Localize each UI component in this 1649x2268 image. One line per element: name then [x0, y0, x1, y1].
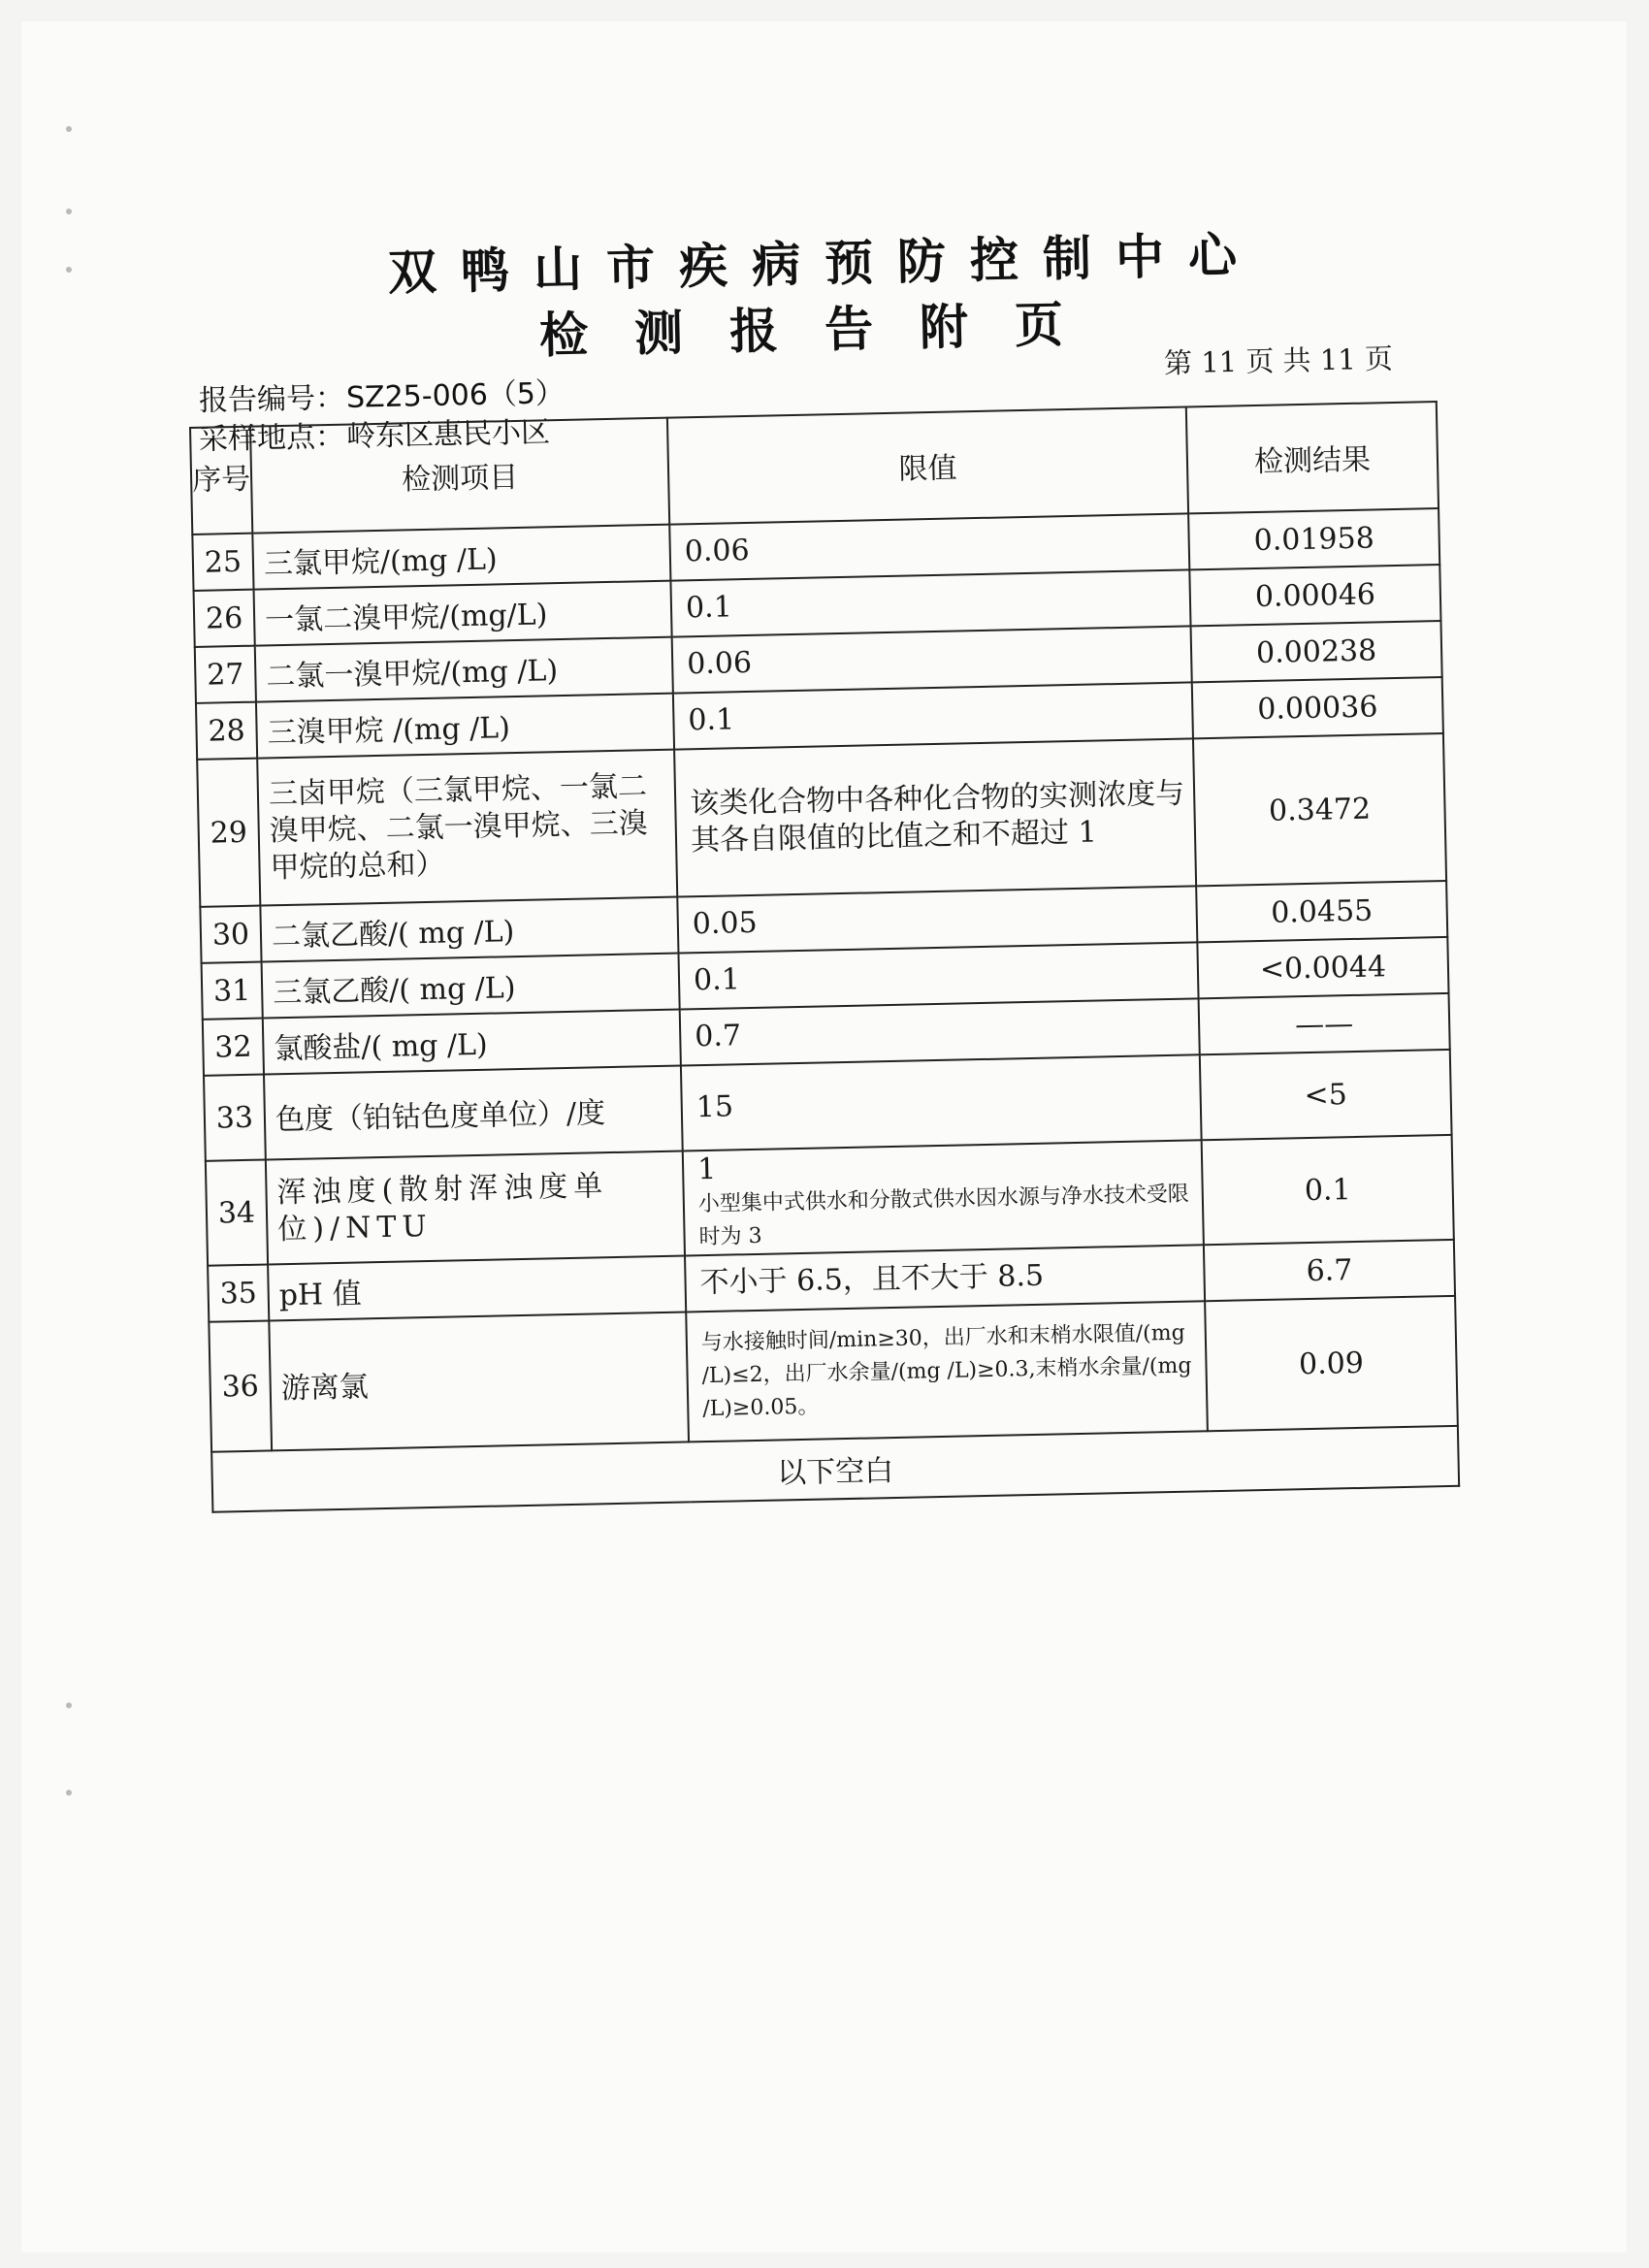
row-item: [266, 1151, 685, 1265]
row-item: 氯酸盐/( mg /L): [263, 1010, 681, 1075]
row-item: 三氯甲烷/(mg /L): [252, 525, 670, 590]
row-limit-note: 小型集中式供水和分散式供水因水源与净水技术受限时为 3: [697, 1182, 1190, 1250]
row-limit: 0.06: [669, 513, 1189, 580]
row-limit-text: 与水接触时间/min≥30，出厂水和末梢水限值/(mg /L)≤2，出厂水余量/(mg /L)≥0.3,末梢水余量/(mg /L)≥0.05。: [700, 1320, 1192, 1422]
row-limit: [686, 1301, 1208, 1442]
row-no: 36: [209, 1320, 272, 1451]
row-no: 28: [196, 702, 257, 760]
row-item-text: 浑浊度(散射浑浊度单位)/NTU: [276, 1169, 609, 1247]
page-indicator: 第 11 页 共 11 页: [1163, 341, 1394, 380]
header-result: 检测结果: [1186, 402, 1439, 513]
row-result: 0.01958: [1188, 508, 1439, 569]
report-number-label: 报告编号：: [198, 380, 345, 418]
row-limit: 0.1: [670, 569, 1190, 636]
row-result: 0.3472: [1193, 733, 1446, 886]
row-result: 0.00046: [1189, 565, 1440, 626]
row-no: 29: [197, 759, 260, 907]
row-limit: 0.1: [673, 682, 1193, 749]
row-limit: 0.05: [677, 886, 1197, 953]
row-item: 一氯二溴甲烷/(mg/L): [254, 581, 672, 646]
row-limit: 0.7: [680, 998, 1200, 1065]
row-item: 三溴甲烷 /(mg /L): [256, 694, 674, 759]
row-result: 0.00238: [1191, 621, 1442, 682]
header-item: 检测项目: [250, 418, 669, 534]
row-result: 6.7: [1204, 1240, 1455, 1301]
table-row: [209, 1296, 1458, 1452]
sampling-site-label: 采样地点：: [198, 419, 345, 457]
row-no: 33: [204, 1075, 266, 1161]
row-no: 35: [208, 1264, 269, 1321]
row-limit: 0.1: [678, 942, 1198, 1009]
row-result: <5: [1200, 1050, 1452, 1140]
table-row: [197, 733, 1446, 907]
punch-hole: [66, 126, 72, 132]
punch-hole: [66, 1702, 72, 1708]
row-item-text: 三卤甲烷（三氯甲烷、一氯二溴甲烷、二氯一溴甲烷、三溴甲烷的总和）: [268, 769, 649, 886]
row-result: <0.0044: [1197, 937, 1448, 998]
row-item: 三氯乙酸/( mg /L): [262, 954, 680, 1019]
row-item: [257, 750, 677, 906]
row-result: 0.0455: [1196, 881, 1447, 942]
row-limit: 15: [681, 1054, 1202, 1150]
blank-below-note: 以下空白: [211, 1426, 1459, 1512]
punch-hole: [66, 1790, 72, 1796]
row-limit: 该类化合物中各种化合物的实测浓度与其各自限值的比值之和不超过 1: [674, 738, 1196, 896]
row-no: 27: [195, 646, 256, 703]
row-no: 34: [206, 1160, 268, 1266]
header-no: 序号: [190, 427, 252, 535]
row-no: 31: [202, 962, 263, 1020]
results-table: [189, 401, 1460, 1513]
row-result: ——: [1199, 993, 1450, 1054]
row-no: 26: [194, 590, 255, 647]
row-item: 色度（铂钴色度单位）/度: [264, 1066, 683, 1160]
report-number-value: SZ25-006（5）: [345, 376, 566, 415]
document-title: 双鸭山市疾病预防控制中心: [387, 226, 1262, 302]
row-limit: 不小于 6.5，且不大于 8.5: [685, 1245, 1205, 1312]
header-limit: 限值: [667, 406, 1188, 524]
document-subtitle: 检测报告附页: [538, 295, 1111, 365]
punch-hole: [66, 209, 72, 214]
row-result: 0.1: [1202, 1135, 1454, 1245]
row-limit-value: 1: [696, 1151, 717, 1187]
sampling-site-value: 岭东区惠民小区: [345, 415, 551, 454]
row-result: 0.00036: [1192, 677, 1443, 738]
row-item: 二氯乙酸/( mg /L): [260, 897, 678, 962]
row-limit: [683, 1140, 1204, 1255]
results-table-wrapper: [189, 401, 1458, 1513]
row-no: 32: [203, 1019, 264, 1076]
row-no: 25: [192, 534, 253, 591]
row-result: 0.09: [1205, 1296, 1458, 1431]
row-item: 二氯一溴甲烷/(mg /L): [255, 637, 673, 702]
row-item: 游离氯: [269, 1312, 689, 1450]
row-item: pH 值: [268, 1255, 686, 1320]
row-no: 30: [200, 906, 261, 963]
row-limit: 0.06: [672, 626, 1192, 693]
